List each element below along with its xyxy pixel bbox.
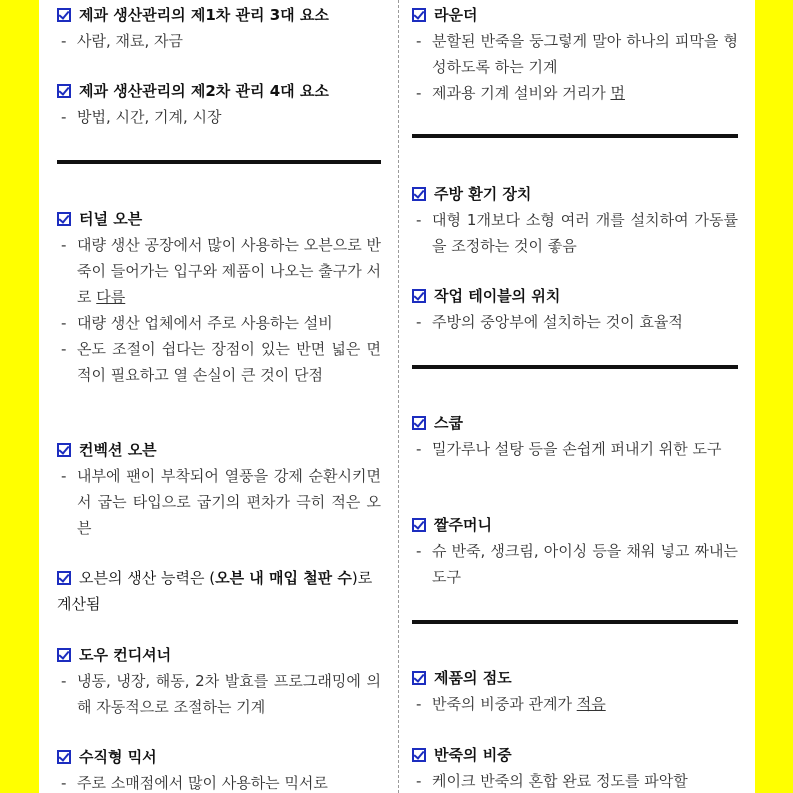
bullet-item: - 슈 반죽, 생크림, 아이싱 등을 채워 넣고 짜내는 도구 [416,542,738,586]
bullet-item: - 케이크 반죽의 혼합 완료 정도를 파악할 [416,772,688,790]
checkbox-icon [412,187,426,201]
section-tunnel-oven [57,206,381,388]
section-title: 도우 컨디셔너 [57,642,381,668]
section-convection-oven [57,437,381,541]
checkbox-icon [57,8,71,22]
column-divider [398,0,399,793]
section-title: 주방 환기 장치 [412,181,738,207]
bullet-item: - 사람, 재료, 자금 [61,32,184,50]
section-title: 컨벡션 오븐 [57,437,381,463]
section-scoop [412,410,738,462]
section-title: 짤주머니 [412,512,738,538]
bullet-item: - 분할된 반죽을 둥그렇게 말아 하나의 피막을 형성하도록 하는 기계 [416,32,738,76]
bullet-item: - 제과용 기계 설비와 거리가 멈 [416,84,625,102]
section-title: 제과 생산관리의 제1차 관리 3대 요소 [57,2,381,28]
section-kitchen-ventilation [412,181,738,259]
checkbox-icon [57,212,71,226]
checkbox-icon [412,671,426,685]
bullet-item: - 밀가루나 설탕 등을 손쉽게 퍼내기 위한 도구 [416,440,722,458]
section-title: 제과 생산관리의 제2차 관리 4대 요소 [57,78,381,104]
section-production-1st [57,2,381,54]
section-rule [57,160,381,164]
checkbox-icon [412,416,426,430]
bullet-item: - 주방의 중앙부에 설치하는 것이 효율적 [416,313,683,331]
section-work-table [412,283,738,335]
section-piping-bag [412,512,738,590]
section-title: 터널 오븐 [57,206,381,232]
checkbox-icon [57,648,71,662]
document-page [39,0,755,793]
section-production-2nd [57,78,381,130]
section-title: 반죽의 비중 [412,742,738,768]
bullet-item: - 냉동, 냉장, 해동, 2차 발효를 프로그래밍에 의해 자동적으로 조절하는 기계 [61,672,381,716]
checkbox-icon [57,571,71,585]
section-vertical-mixer [57,744,381,793]
section-rule [412,365,738,369]
section-title: 수직형 믹서 [57,744,381,770]
section-rounder [412,2,738,106]
bullet-item: - 대량 생산 업체에서 주로 사용하는 설비 [61,314,333,332]
bullet-item: - 대량 생산 공장에서 많이 사용하는 오븐으로 반죽이 들어가는 입구와 제품이 나오는 출구가 서로 다름 [61,236,381,306]
bullet-item: - 내부에 팬이 부착되어 열풍을 강제 순환시키면서 굽는 타입으로 굽기의 편차가 극히 적은 오븐 [61,467,381,537]
checkbox-icon [412,748,426,762]
section-specific-gravity [412,742,738,793]
section-title: 라운더 [412,2,738,28]
bullet-item: - 대형 1개보다 소형 여러 개를 설치하여 가동률을 조정하는 것이 좋음 [416,211,738,255]
section-rule [412,620,738,624]
bullet-item: - 방법, 시간, 기계, 시장 [61,108,222,126]
bullet-item: - 주로 소매점에서 많이 사용하는 믹서로 [61,774,328,792]
bullet-item: - 온도 조절이 쉽다는 장점이 있는 반면 넓은 면적이 필요하고 열 손실이 큰 것이 단점 [61,340,381,384]
checkbox-icon [57,84,71,98]
checkbox-icon [412,518,426,532]
section-title: 스쿱 [412,410,738,436]
checkbox-icon [57,750,71,764]
checkbox-icon [57,443,71,457]
checkbox-icon [412,8,426,22]
section-viscosity [412,665,738,717]
bullet-item: - 반죽의 비중과 관계가 적음 [416,695,606,713]
checkbox-icon [412,289,426,303]
section-title: 작업 테이블의 위치 [412,283,738,309]
oven-capacity-text: 오븐의 생산 능력은 (오븐 내 매입 철판 수)로 계산됨 [57,569,373,613]
section-oven-capacity [57,565,381,617]
section-dough-conditioner [57,642,381,720]
section-title: 제품의 점도 [412,665,738,691]
section-rule [412,134,738,138]
